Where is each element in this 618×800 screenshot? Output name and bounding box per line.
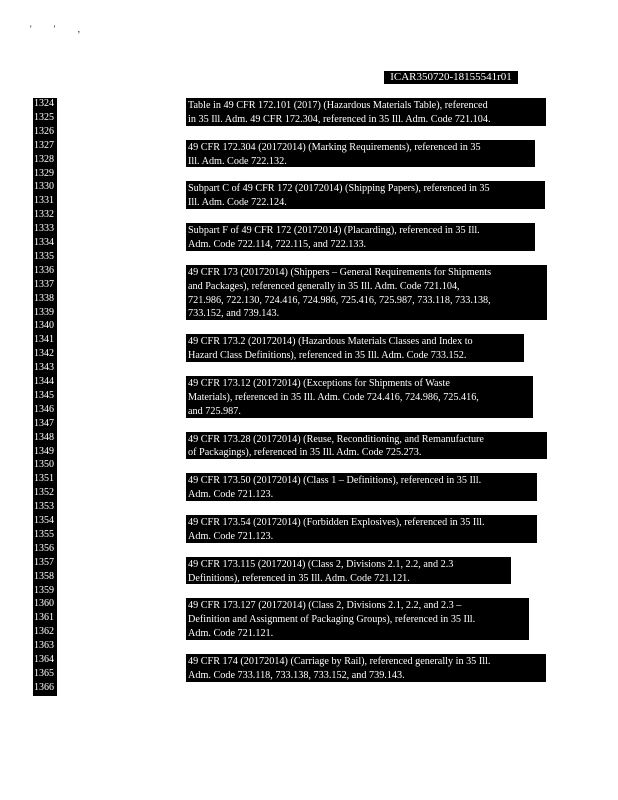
line-number: 1347: [34, 417, 54, 429]
line-number: 1336: [34, 264, 54, 276]
entry-line: Materials), referenced in 35 Ill. Adm. Code 724.416, 724.986, 725.416,: [188, 391, 479, 403]
reference-entry: [186, 598, 529, 640]
line-number: 1338: [34, 292, 54, 304]
entry-line: 49 CFR 173.2 (20172014) (Hazardous Materials Classes and Index to: [188, 336, 473, 348]
entry-line: Subpart F of 49 CFR 172 (20172014) (Placarding), referenced in 35 Ill.: [188, 225, 480, 237]
entry-line: Adm. Code 721.123.: [188, 530, 274, 542]
entry-line: Ill. Adm. Code 722.124.: [188, 197, 287, 209]
reference-entry: [186, 654, 546, 682]
line-number: 1363: [34, 640, 54, 652]
entry-line: Adm. Code 721.123.: [188, 489, 274, 501]
entry-line: Hazard Class Definitions), referenced in 35 Ill. Adm. Code 733.152.: [188, 350, 467, 362]
entry-line: Adm. Code 721.121.: [188, 628, 274, 640]
entry-line: 49 CFR 173.127 (20172014) (Class 2, Divisions 2.1, 2.2, and 2.3 –: [188, 600, 462, 612]
line-number: 1351: [34, 473, 54, 485]
line-number: 1324: [34, 98, 54, 109]
reference-entry: [186, 181, 545, 209]
line-number-column: [33, 98, 57, 696]
entry-line: of Packagings), referenced in 35 Ill. Adm. Code 725.273.: [188, 447, 422, 459]
entry-line: 733.152, and 739.143.: [188, 308, 280, 320]
line-number: 1327: [34, 139, 54, 151]
line-number: 1355: [34, 528, 54, 540]
line-number: 1346: [34, 403, 54, 415]
line-number: 1362: [34, 626, 54, 638]
entry-line: 49 CFR 173.54 (20172014) (Forbidden Explosives), referenced in 35 Ill.: [188, 517, 485, 528]
line-number: 1328: [34, 153, 54, 165]
line-number: 1344: [34, 376, 54, 387]
line-number: 1349: [34, 445, 54, 457]
line-number: 1326: [34, 125, 54, 137]
line-number: 1361: [34, 612, 54, 624]
entry-line: 49 CFR 173.50 (20172014) (Class 1 – Definitions), referenced in 35 Ill.: [188, 475, 482, 487]
document-id: ICAR350720-18155541r01: [384, 71, 518, 84]
entry-line: Definition and Assignment of Packaging Groups), referenced in 35 Ill.: [188, 614, 476, 626]
line-number: 1329: [34, 167, 54, 179]
scan-specks: ' ' ,: [30, 24, 90, 34]
line-number: 1333: [34, 223, 54, 235]
line-number: 1332: [34, 209, 54, 221]
entry-line: and 725.987.: [188, 405, 241, 417]
line-number: 1345: [34, 389, 54, 401]
reference-entry: [186, 334, 524, 362]
entry-line: 49 CFR 174 (20172014) (Carriage by Rail), referenced generally in 35 Ill.: [188, 656, 491, 667]
line-number: 1353: [34, 501, 54, 513]
line-number: 1365: [34, 667, 54, 679]
line-number: 1343: [34, 362, 54, 374]
line-number: 1325: [34, 111, 54, 123]
line-number: 1339: [34, 306, 54, 318]
reference-entry: [186, 265, 547, 321]
line-number: 1360: [34, 598, 54, 610]
entry-line: 49 CFR 173 (20172014) (Shippers – General Requirements for Shipments: [188, 266, 492, 278]
entry-line: Adm. Code 733.118, 733.138, 733.152, and 739.143.: [188, 669, 405, 681]
entry-line: 721.986, 722.130, 724.416, 724.986, 725.416, 725.987, 733.118, 733.138,: [188, 294, 491, 306]
entry-line: Adm. Code 722.114, 722.115, and 722.133.: [188, 238, 367, 250]
reference-entry: [186, 140, 535, 168]
reference-entry: [186, 98, 546, 126]
reference-entry: [186, 473, 537, 501]
line-number: 1352: [34, 487, 54, 499]
line-number: 1340: [34, 320, 54, 332]
reference-entry: [186, 376, 533, 418]
line-number: 1334: [34, 237, 54, 248]
line-number: 1341: [34, 334, 54, 346]
entry-line: Table in 49 CFR 172.101 (2017) (Hazardous Materials Table), referenced: [188, 100, 488, 111]
line-number: 1358: [34, 570, 54, 582]
line-number: 1348: [34, 431, 54, 443]
entry-line: Subpart C of 49 CFR 172 (20172014) (Shipping Papers), referenced in 35: [188, 183, 490, 195]
reference-entry: [186, 223, 535, 251]
reference-entry: [186, 557, 511, 585]
line-number: 1357: [34, 556, 54, 568]
line-number: 1330: [34, 181, 54, 193]
line-number: 1359: [34, 584, 54, 596]
reference-entry: [186, 515, 537, 543]
line-number: 1354: [34, 515, 54, 526]
reference-entry: [186, 432, 547, 460]
line-number: 1364: [34, 654, 54, 665]
entry-line: 49 CFR 173.115 (20172014) (Class 2, Divisions 2.1, 2.2, and 2.3: [188, 558, 454, 570]
line-number: 1356: [34, 542, 54, 554]
line-number: 1342: [34, 348, 54, 360]
entry-line: Ill. Adm. Code 722.132.: [188, 155, 287, 167]
line-number: 1366: [34, 681, 54, 693]
entry-line: 49 CFR 173.12 (20172014) (Exceptions for Shipments of Waste: [188, 378, 450, 389]
line-number: 1335: [34, 250, 54, 262]
entry-line: 49 CFR 173.28 (20172014) (Reuse, Reconditioning, and Remanufacture: [188, 433, 484, 445]
entry-line: Definitions), referenced in 35 Ill. Adm. Code 721.121.: [188, 572, 410, 584]
entry-line: in 35 Ill. Adm. 49 CFR 172.304, referenced in 35 Ill. Adm. Code 721.104.: [188, 113, 491, 125]
entry-line: and Packages), referenced generally in 35 Ill. Adm. Code 721.104,: [188, 280, 460, 292]
line-number: 1331: [34, 195, 54, 207]
entry-line: 49 CFR 172.304 (20172014) (Marking Requirements), referenced in 35: [188, 141, 481, 153]
line-number: 1337: [34, 278, 54, 290]
line-number: 1350: [34, 459, 54, 471]
